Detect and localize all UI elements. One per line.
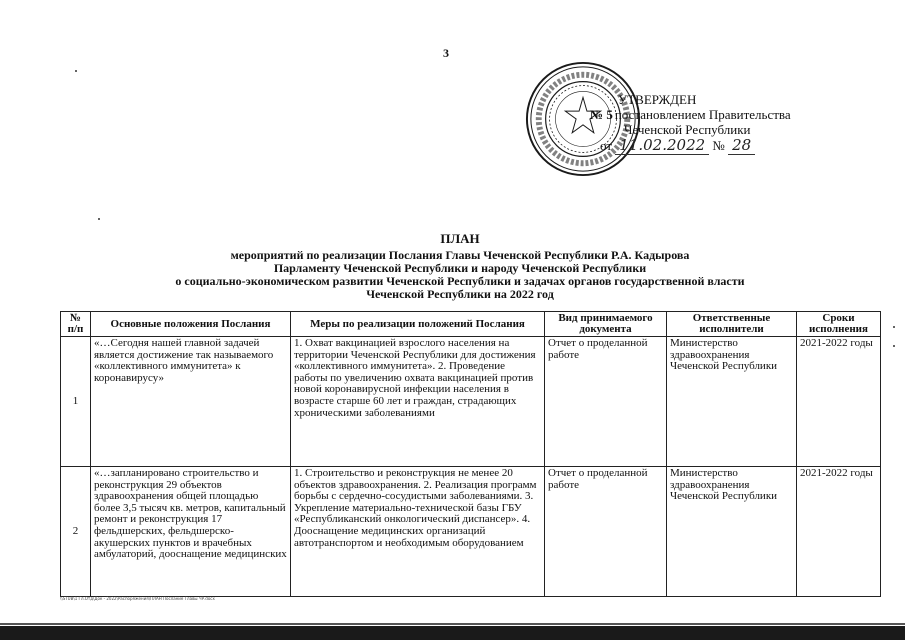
approval-date: 11.02.2022 [615,136,709,155]
row-measures: 1. Строительство и реконструкция не менее 20 объектов здравоохранения. 2. Реализация программ борьбы с сердечно-сосудистыми заболеваниями. 3. Укрепление материально-технической базы ГБУ «Республиканский онкологический диспансер». 4. Дооснащение медицинских организаций автотранспортом и необходимым оборудованием [291,467,545,597]
table-row [61,467,881,597]
approval-doc-number: 28 [728,136,755,155]
table-header-row [61,312,881,337]
row-provisions: «…запланировано строительство и реконструкция 29 объектов здравоохранения общей площадью более 3,5 тысяч кв. метров, капитальный ремонт и реконструкция 17 фельдшерских, фельдшерско-акушерских пунктов и врачебных амбулаторий, дооснащение медицинских [91,467,291,597]
header-executors: Ответственные исполнители [667,312,797,337]
scan-speck [75,70,77,72]
approval-title: УТВЕРЖДЕН [618,92,697,107]
scan-speck [893,345,895,347]
scan-border [0,626,905,640]
row-deadlines: 2021-2022 годы [797,337,881,467]
row-num: 1 [61,337,91,467]
row-doc-type: Отчет о проделанной работе [545,337,667,467]
approval-number-label: № 5 [590,107,613,122]
header-deadlines: Сроки исполнения [797,312,881,337]
row-num: 2 [61,467,91,597]
row-provisions: «…Сегодня нашей главной задачей является достижение так называемого «коллективного иммунитета» к коронавирусу» [91,337,291,467]
scan-speck [893,326,895,328]
row-deadlines: 2021-2022 годы [797,467,881,597]
approval-stamp [590,92,850,153]
header-measures: Меры по реализации положений Послания [291,312,545,337]
plan-table [60,311,881,597]
row-executors: Министерство здравоохранения Чеченской Республики [667,337,797,467]
row-doc-type: Отчет о проделанной работе [545,467,667,597]
approval-date-line: от 11.02.2022 № 28 [590,138,850,153]
row-executors: Министерство здравоохранения Чеченской Республики [667,467,797,597]
header-doc-type: Вид принимаемого документа [545,312,667,337]
file-path-footer: \\STUB\1 Гл.Отд\Док - 2022\Распоряжения\ПЛАН Послание Главы ЧР.docx [60,596,215,601]
approval-line-2: № 5 постановлением Правительства [590,107,791,122]
page-number: 3 [443,46,449,60]
header-num: № п/п [61,312,91,337]
header-provisions: Основные положения Послания [91,312,291,337]
plan-subtitle: мероприятий по реализации Послания Главы Чеченской Республики Р.А. Кадырова Парламенту Чеченской Республики и народу Чеченской Республики о социально-экономическом развитии Чеченской Республики и задачах органов государственной власти Чеченской Республики на 2022 год [175,248,745,301]
scan-speck [98,218,100,220]
table-row [61,337,881,467]
approval-line-3: Чеченской Республики [624,122,751,137]
row-measures: 1. Охват вакцинацией взрослого населения на территории Чеченской Республики для достижения «коллективного иммунитета». 2. Проведение работы по увеличению охвата вакцинацией против новой коронавирусной инфекции населения в возрасте старше 60 лет и граждан, страдающих хроническими заболеваниями [291,337,545,467]
plan-title: ПЛАН [440,231,480,246]
